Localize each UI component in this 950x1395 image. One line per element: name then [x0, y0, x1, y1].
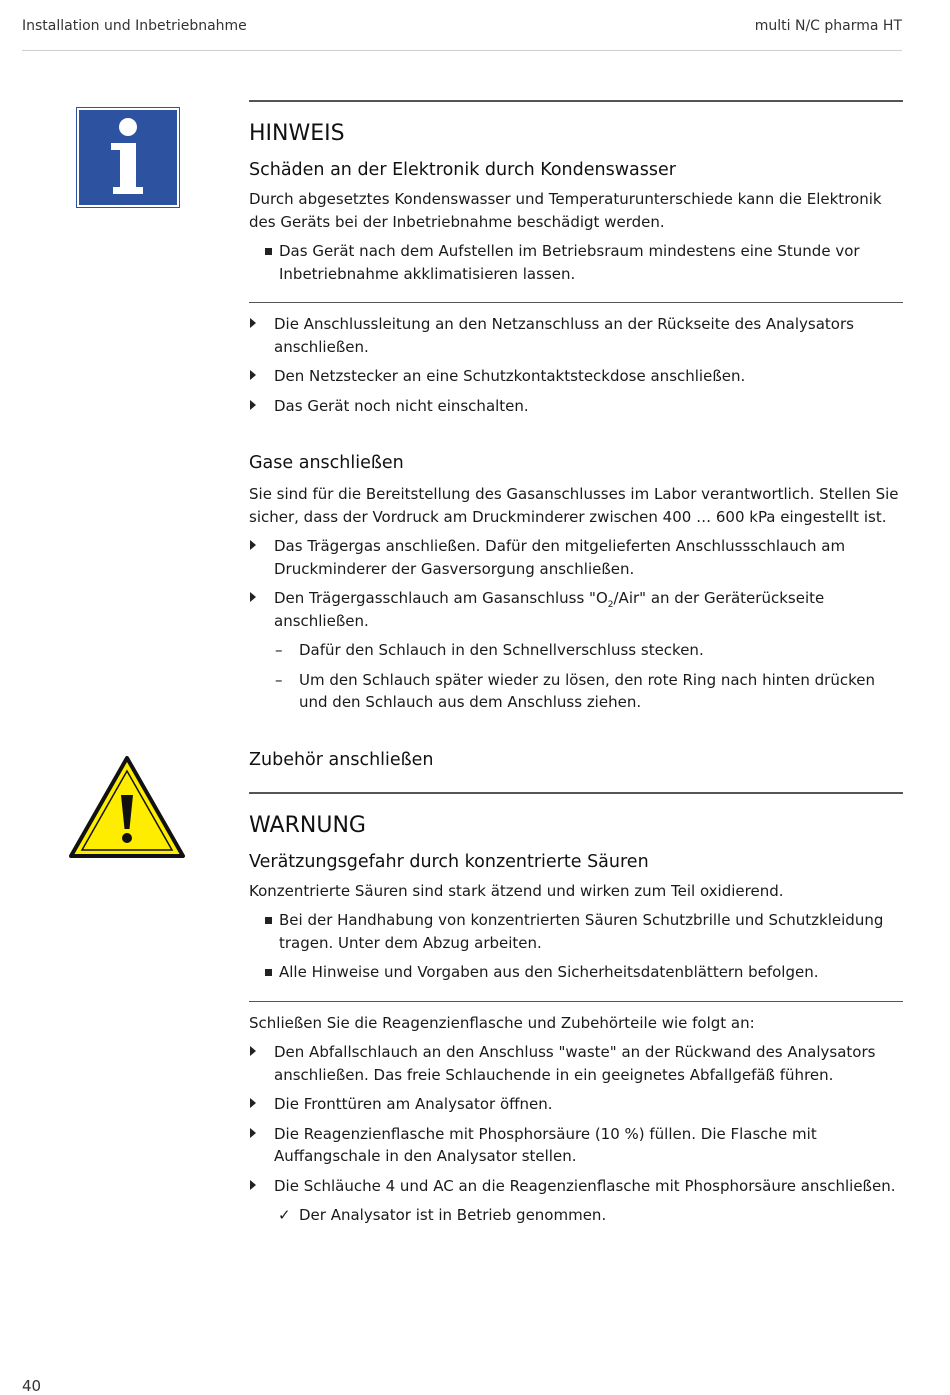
power-step-list	[249, 313, 903, 417]
warning-subtitle: Verätzungsgefahr durch konzentrierte Säuren	[249, 851, 649, 872]
substep-item: – Um den Schlauch später wieder zu lösen, den rote Ring nach hinten drücken und den Schlauch aus dem Anschluss ziehen.	[275, 670, 875, 711]
header-chapter-title: Installation und Inbetriebnahme	[22, 18, 247, 34]
triangle-bullet-icon	[250, 370, 256, 380]
step-item: Den Netzstecker an eine Schutzkontaktsteckdose anschließen.	[249, 365, 903, 388]
triangle-bullet-icon	[250, 318, 256, 328]
page-header	[22, 16, 902, 51]
triangle-bullet-icon	[250, 1128, 256, 1138]
substep-item: – Dafür den Schlauch in den Schnellverschluss stecken.	[275, 641, 704, 659]
page-number: 40	[22, 1377, 42, 1395]
notice-title: HINWEIS	[249, 121, 345, 146]
warning-bullet: Bei der Handhabung von konzentrierten Säuren Schutzbrille und Schutzkleidung tragen. Unter dem Abzug arbeiten.	[249, 909, 903, 954]
warning-bullet-list	[249, 909, 903, 984]
info-icon	[76, 107, 180, 208]
main-content	[249, 100, 903, 1234]
square-bullet-icon	[265, 969, 272, 976]
gases-step-list	[249, 535, 903, 632]
step-item: Die Fronttüren am Analysator öffnen.	[249, 1093, 903, 1116]
triangle-bullet-icon	[250, 1180, 256, 1190]
reagent-intro: Schließen Sie die Reagenzienflasche und Zubehörteile wie folgt an:	[249, 1013, 755, 1032]
gases-substep-list	[274, 639, 903, 714]
reagent-step-list	[249, 1041, 903, 1197]
triangle-bullet-icon	[250, 592, 256, 602]
step-item: Die Reagenzienflasche mit Phosphorsäure (10 %) füllen. Die Flasche mit Auffangschale in den Analysator stellen.	[249, 1123, 903, 1168]
step-item: Die Anschlussleitung an den Netzanschluss an der Rückseite des Analysators anschließen.	[249, 313, 903, 358]
step-item: Das Trägergas anschließen. Dafür den mitgelieferten Anschlussschlauch am Druckminderer der Gasversorgung anschließen.	[249, 535, 903, 580]
notice-bullet: Das Gerät nach dem Aufstellen im Betriebsraum mindestens eine Stunde vor Inbetriebnahme akklimatisieren lassen.	[249, 240, 903, 285]
checkmark-icon: ✓	[278, 1206, 291, 1224]
header-product-name: multi N/C pharma HT	[754, 18, 902, 34]
notice-subtitle: Schäden an der Elektronik durch Kondenswasser	[249, 160, 676, 180]
warning-text: Konzentrierte Säuren sind stark ätzend und wirken zum Teil oxidierend.	[249, 881, 784, 900]
triangle-bullet-icon	[250, 1098, 256, 1108]
step-item: Die Schläuche 4 und AC an die Reagenzienflasche mit Phosphorsäure anschließen.	[249, 1175, 903, 1198]
triangle-bullet-icon	[250, 400, 256, 410]
warning-title: WARNUNG	[249, 812, 366, 838]
step-item: Das Gerät noch nicht einschalten.	[249, 395, 903, 418]
warning-triangle-icon	[68, 755, 186, 859]
step-item: Den Abfallschlauch an den Anschluss "waste" an der Rückwand des Analysators anschließen. Das freie Schlauchende in ein geeignetes Abfallgefäß führen.	[249, 1041, 903, 1086]
warning-bullet: Alle Hinweise und Vorgaben aus den Sicherheitsdatenblättern befolgen.	[249, 961, 903, 984]
notice-text: Durch abgesetztes Kondenswasser und Temperaturunterschiede kann die Elektronik des Geräts bei der Inbetriebnahme beschädigt werden.	[249, 190, 882, 231]
result-list	[274, 1204, 903, 1227]
triangle-bullet-icon	[250, 540, 256, 550]
square-bullet-icon	[265, 917, 272, 924]
notice-bullet-list	[249, 240, 903, 285]
triangle-bullet-icon	[250, 1046, 256, 1056]
warning-block	[249, 792, 903, 1002]
section-title-accessories: Zubehör anschließen	[249, 749, 434, 770]
gases-intro: Sie sind für die Bereitstellung des Gasanschlusses im Labor verantwortlich. Stellen Sie sicher, dass der Vordruck am Druckminderer zwischen 400 … 600 kPa eingestellt ist.	[249, 485, 899, 526]
step-item: Den Trägergasschlauch am Gasanschluss "$O_2$/Air" an der Geräterückseite anschließen.	[249, 587, 903, 632]
square-bullet-icon	[265, 248, 272, 255]
section-title-gases: Gase anschließen	[249, 453, 404, 473]
notice-block	[249, 100, 903, 303]
result-item: ✓ Der Analysator ist in Betrieb genommen.	[274, 1204, 903, 1227]
